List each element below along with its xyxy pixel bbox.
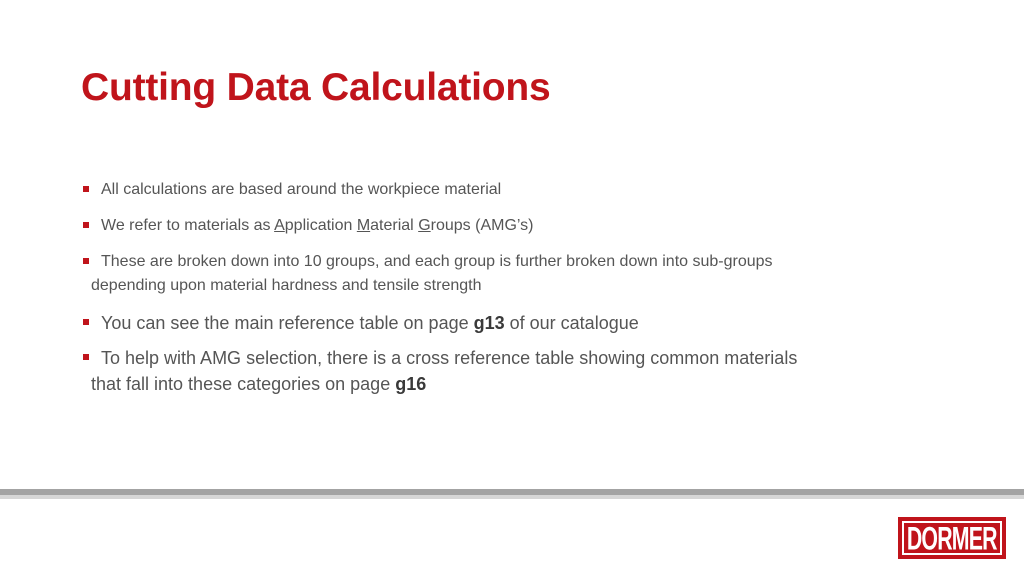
bullet-square-icon [83, 258, 89, 264]
dormer-logo [898, 517, 1006, 559]
underlined-letter-g: G [418, 217, 431, 234]
page-reference-g13: g13 [473, 313, 505, 333]
bullet-text-prefix: You can see the main reference table on page [101, 313, 474, 333]
bullet-text-part: aterial [370, 217, 419, 234]
bullet-text-prefix: that fall into these categories on page [91, 374, 396, 394]
bullet-square-icon [83, 222, 89, 228]
bullet-text-prefix: We refer to materials as [101, 217, 275, 234]
bullet-text-part: roups (AMG’s) [430, 217, 534, 234]
bullet-text-line1: These are broken down into 10 groups, and each group is further broken down into sub-groups [101, 253, 773, 270]
underlined-letter-a: A [274, 217, 285, 234]
logo-text: DORMER [907, 519, 997, 557]
bullet-square-icon [83, 319, 89, 325]
bullet-square-icon [83, 186, 89, 192]
bullet-square-icon [83, 354, 89, 360]
bullet-text-line2: depending upon material hardness and tensile strength [91, 277, 482, 294]
bullet-item-groups-breakdown [81, 250, 901, 298]
bullet-text-line1: To help with AMG selection, there is a cross reference table showing common materials [101, 348, 798, 368]
bullet-text-suffix: of our catalogue [504, 313, 639, 333]
page-reference-g16: g16 [395, 374, 427, 394]
bullet-list [81, 178, 901, 406]
bullet-item-cross-reference [81, 345, 901, 397]
bullet-text-line2 [91, 371, 901, 397]
bullet-item-reference-table [81, 310, 901, 336]
logo-border [902, 521, 1002, 555]
bullet-text: All calculations are based around the workpiece material [101, 181, 502, 198]
bullet-text-part: pplication [284, 217, 357, 234]
footer-rule-light [0, 495, 1024, 499]
bullet-item-amg-definition [81, 214, 901, 238]
bullet-item-workpiece-material [81, 178, 901, 202]
slide-title: Cutting Data Calculations [81, 66, 551, 109]
underlined-letter-m: M [356, 217, 371, 234]
